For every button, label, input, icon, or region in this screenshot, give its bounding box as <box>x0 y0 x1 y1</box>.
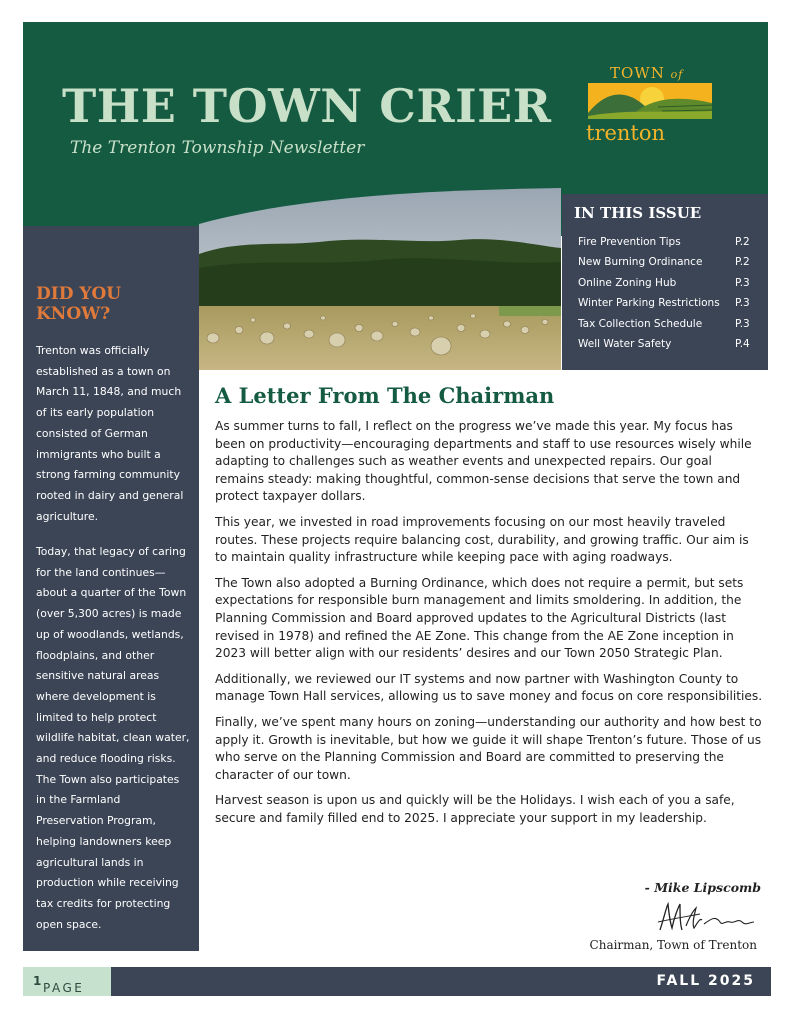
toc-item[interactable]: New Burning Ordinance P.2 <box>578 256 750 269</box>
letter-paragraph: Finally, we’ve spent many hours on zoning—understanding our authority and how best to apply it. Growth is inevitable, but how we guide it will shape Trenton’s future. Those of us who serve on the Planning Commission and Board are committed to preserving the character of our town. <box>215 714 762 782</box>
letter-paragraph: Harvest season is upon us and quickly will be the Holidays. I wish each of you a safe, secure and family filled end to 2025. I appreciate your support in my leadership. <box>215 793 735 825</box>
logo-text-top: TOWN of <box>610 64 684 82</box>
toc-list <box>578 236 754 358</box>
sidebar-paragraph: Trenton was officially established as a town on March 11, 1848, and much of its early population consisted of German immigrants who built a strong farming community rooted in dairy and general agriculture. <box>36 344 184 523</box>
toc-item[interactable]: Tax Collection Schedule P.3 <box>578 317 750 330</box>
signer-title: Chairman, Town of Trenton <box>589 938 757 952</box>
letter-paragraph: The Town also adopted a Burning Ordinance, which does not require a permit, but sets expectations for responsible burn management and limits smoldering. In addition, the Planning Commission and Board approved updates to the Agricultural Districts (last revised in 1978) and refined the AE Zone. This change from the AE Zone inception in 2023 will better align with our residents’ desires and our Town 2050 Strategic Plan. <box>215 575 744 661</box>
sidebar-heading: DID YOU KNOW? <box>36 284 122 324</box>
in-this-issue-box <box>562 194 768 370</box>
letter-signoff: - Mike Lipscomb <box>644 880 761 895</box>
hay-field-photo <box>199 188 561 370</box>
footer-bar <box>111 967 771 996</box>
newsletter-title: THE TOWN CRIER <box>62 79 552 133</box>
toc-item[interactable]: Well Water Safety P.4 <box>578 337 750 350</box>
toc-item[interactable]: Online Zoning Hub P.3 <box>578 276 750 289</box>
letter-paragraph: As summer turns to fall, I reflect on the progress we’ve made this year. My focus has been on productivity—encouraging departments and staff to use resources wisely while adapting to challenges such as weather events and unexpected repairs. Our goal remains steady: making thoughtful, common-sense decisions that serve the town and protect taxpayer dollars. <box>215 419 752 504</box>
town-logo <box>584 64 716 146</box>
toc-item[interactable]: Fire Prevention Tips P.2 <box>578 236 750 248</box>
handwritten-signature <box>656 900 756 936</box>
newsletter-subtitle: The Trenton Township Newsletter <box>70 138 365 158</box>
letter-title: A Letter From The Chairman <box>215 383 555 408</box>
toc-heading: IN THIS ISSUE <box>574 204 702 222</box>
letter-paragraph: Additionally, we reviewed our IT systems and now partner with Washington County to manage Town Hall services, allowing us to save money and focus on core responsibilities. <box>215 671 763 704</box>
logo-landscape-graphic <box>588 83 712 119</box>
sidebar-paragraph: Today, that legacy of caring for the land continues—about a quarter of the Town (over 5,300 acres) is made up of woodlands, wetlands, floodplains, and other sensitive natural areas where development is limited to help protect wildlife habitat, clean water, and reduce flooding risks. The Town also participates in the Farmland Preservation Program, helping landowners keep agricultural lands in production while receiving tax credits for protecting open space. <box>36 545 190 931</box>
letter-body <box>215 418 763 835</box>
toc-item[interactable]: Winter Parking Restrictions P.3 <box>578 297 750 310</box>
issue-label: FALL 2025 <box>656 973 755 989</box>
letter-paragraph: This year, we invested in road improvements focusing on our most heavily traveled routes. These projects require balancing cost, durability, and growing traffic. Our aim is to maintain quality infrastructure while keeping pace with aging roadways. <box>215 514 749 565</box>
page-indicator: PAGE 1 <box>23 967 111 996</box>
logo-text-bottom: trenton <box>586 121 666 145</box>
did-you-know-sidebar <box>23 226 199 951</box>
